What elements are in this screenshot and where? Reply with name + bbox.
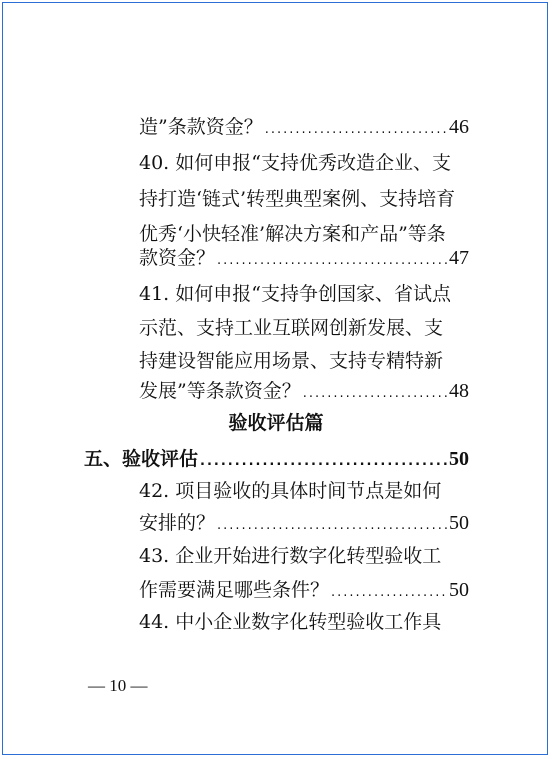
- toc-line: [139, 541, 441, 571]
- toc-page-number: 47: [449, 247, 469, 269]
- toc-section-title: 五、验收评估: [84, 448, 199, 470]
- toc-page-number: 48: [449, 380, 469, 402]
- toc-page-number: 50: [449, 512, 469, 534]
- toc-line: [139, 508, 469, 538]
- dot-leader: [217, 246, 447, 276]
- toc-line: [139, 112, 469, 142]
- toc-line: [139, 184, 455, 214]
- toc-page-number: 50: [449, 579, 469, 601]
- dot-leader: [200, 447, 447, 477]
- dot-leader: [217, 511, 447, 541]
- toc-page-number: 50: [449, 448, 469, 470]
- toc-line-text: 41. 如何申报“支持争创国家、省试点: [139, 283, 451, 305]
- dot-leader: [303, 379, 447, 409]
- toc-line-text: 作需要满足哪些条件？: [139, 579, 330, 601]
- toc-line: [139, 313, 443, 343]
- toc-line: [139, 279, 451, 309]
- part-heading: 验收评估篇: [228, 412, 324, 434]
- toc-line-text: 款资金？: [139, 247, 216, 269]
- toc-line-text: 40. 如何申报“支持优秀改造企业、支: [139, 152, 451, 174]
- toc-line: [139, 148, 451, 178]
- dot-leader: [265, 115, 447, 145]
- toc-line: [139, 376, 469, 406]
- toc-line-text: 造”条款资金？: [139, 116, 263, 138]
- toc-page-number: 46: [449, 116, 469, 138]
- toc-line-text: 发展”等条款资金？: [139, 380, 301, 402]
- toc-line-text: 示范、支持工业互联网创新发展、支: [139, 317, 444, 339]
- toc-line: [139, 476, 441, 506]
- toc-line: [139, 607, 441, 637]
- page-number-footer: — 10 —: [88, 676, 148, 695]
- toc-line-text: 42. 项目验收的具体时间节点是如何: [139, 480, 442, 502]
- toc-line-text: 43. 企业开始进行数字化转型验收工: [139, 545, 442, 567]
- toc-line-text: 持建设智能应用场景、支持专精特新: [139, 350, 444, 372]
- toc-line: [139, 346, 443, 376]
- toc-line-text: 安排的？: [139, 512, 216, 534]
- toc-line-text: 44. 中小企业数字化转型验收工作具: [139, 611, 442, 633]
- toc-line-text: 持打造‘链式’转型典型案例、支持培育: [139, 188, 456, 210]
- toc-line: [139, 575, 469, 605]
- toc-line: [139, 243, 469, 273]
- dot-leader: [331, 578, 447, 608]
- toc-section-line: [84, 444, 469, 474]
- toc-line-text: 优秀‘小快轻准’解决方案和产品”等条: [139, 223, 446, 245]
